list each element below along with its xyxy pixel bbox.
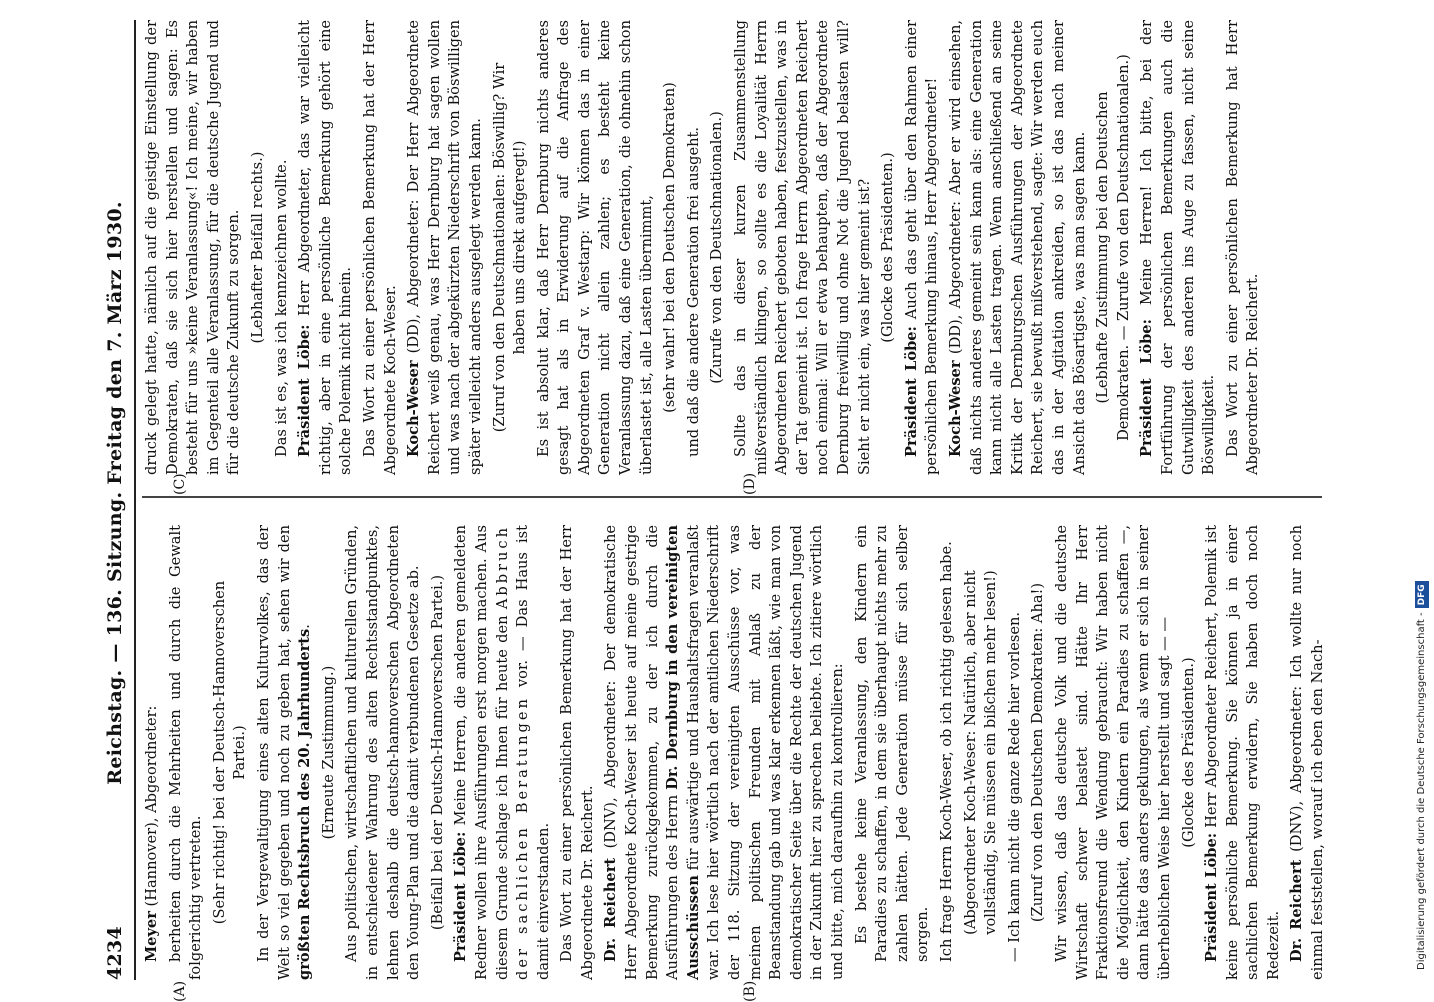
paragraph-text-end: . (296, 624, 314, 629)
paragraph-text: Ich frage Herrn Koch-Weser, ob ich richtig gelesen habe. (937, 541, 955, 962)
quotation (852, 525, 934, 980)
left-column (142, 524, 1327, 980)
paragraph-text-end: für auswärtige und Haushaltsfragen veranlaßt war. Ich lese hier wörtlich nach der amtlichen Niederschrift der 118. Sitzung der vereinigten Ausschüsse vor, was meinen politischen Freunden mit Anlaß zu der Beanstandung gab und was klar erkennen läßt, wie man von demokratischer Seite über die Rechte der deutschen Jugend in der Zukunft hier zu sprechen beliebte. Ich zitiere wörtlich und bitte, mich daraufhin zu kontrollieren: (684, 525, 846, 980)
interjection (707, 20, 728, 475)
interjection-text: (Glocke des Präsidenten.) (879, 152, 897, 343)
paragraph-text: Meine Herren! Ich bitte, bei der Fortführung der persönlichen Bemerkungen auch die Gutwilligkeit des anderen ins Auge zu fassen, nicht seine Böswilligkeit. (1138, 20, 1218, 475)
quotation-text: Es bestehe keine Veranlassung, den Kindern ein Paradies zu schaffen, in dem sie überhaupt nichts mehr zu zahlen hätten. Jede Generation müsse für sich selber sorgen. (852, 525, 932, 962)
paragraph-text: Herr Abgeordneter, das war vielleicht richtig, aber in eine persönliche Bemerkung gehört eine solche Polemik nicht hinein. (296, 20, 355, 475)
column-separator (142, 497, 1322, 499)
paragraph-text: In der Vergewaltigung eines alten Kulturvolkes, das der Welt so viel gegeben und noch zu geben hat, sehen wir den (254, 525, 293, 980)
paragraph (360, 20, 401, 475)
page-number: 4234 (104, 925, 126, 980)
continued-paragraph (142, 20, 245, 475)
dfg-logo: DFG (1415, 581, 1429, 608)
rotated-page (90, 0, 1390, 1000)
paragraph (1005, 525, 1026, 980)
interjection-text: (Abgeordneter Koch-Weser: Natürlich, aber nicht vollständig, Sie müssen ein bißchen mehr lesen!) (961, 570, 1000, 935)
paragraph-text: Auch das geht über den Rahmen einer persönlichen Bemerkung hinaus, Herr Abgeordneter! (902, 20, 941, 475)
speech-paragraph (142, 525, 163, 980)
speaker-name: Präsident Löbe: (902, 326, 920, 457)
interjection-text: (sehr wahr! bei den Deutschen Demokraten) (661, 82, 679, 413)
paragraph (684, 20, 705, 475)
header-rule (134, 20, 136, 980)
paragraph-text: Meine Herren, die anderen gemeldeten Redner wollen ihre Ausführungen erst morgen machen. Aus diesem Grunde schlage ich Ihnen für heute den (452, 525, 511, 980)
spaced-text: Abbruch der sachlichen Beratungen (493, 525, 532, 980)
running-header (98, 20, 132, 980)
paragraph (534, 20, 658, 475)
paragraph-text: Das Wort zu einer persönlichen Bemerkung hat der Herr Abgeordnete Dr. Reichert. (558, 525, 596, 980)
speaker-name: Meyer (143, 911, 160, 962)
speech-paragraph (1287, 525, 1328, 980)
paragraph-text: Aus politischen, wirtschaftlichen und kulturellen Gründen, in entschiedener Wahrung des alten Rechtsstandpunktes, lehnen deshalb die deutsch-hannoverschen Abgeordneten den Young-Plan und die damit verbundenen Gesetze ab. (343, 525, 423, 980)
interjection (210, 525, 251, 980)
paragraph (254, 525, 316, 980)
paragraph-text: Das ist es, was ich kennzeichnen wollte. (272, 159, 290, 457)
page-title: Reichstag. — 136. Sitzung. Freitag den 7. März 1930. (104, 201, 126, 785)
paragraph-text: druck gelegt hatte, nämlich auf die geistige Einstellung der Demokraten, daß sie sich hier herstellen und sagen: Es besteht für uns »keine Veranlassung«! Ich meine, wir haben im Gegenteil alle Veranlassung, für die deutsche Jugend und für die deutsche Zukunft zu sorgen. (143, 20, 243, 475)
interjection-text: (Erneute Zustimmung.) (319, 665, 337, 840)
paragraph-text: berheiten durch die Mehrheiten und durch die Gewalt folgerichtig vertreten. (166, 525, 205, 980)
paragraph-text: Herr Abgeordneter Reichert, Polemik ist keine persönliche Bemerkung. Sie können ja in einer sachlichen Bemerkung erwidern, Sie haben doch noch Redezeit. (1203, 524, 1282, 980)
paragraph-text: Das Wort zu einer persönlichen Bemerkung hat der Herr Abgeordnete Koch-Weser. (360, 20, 399, 475)
paragraph (1223, 20, 1264, 475)
margin-mark-a: (A) (172, 980, 188, 1002)
paragraph (1052, 525, 1176, 980)
speech-paragraph (1137, 20, 1219, 475)
paragraph-text: — Ich kann nicht die ganze Rede hier vorlesen. (1005, 611, 1023, 962)
paragraph-text: (DD), Abgeordneter: Aber er wird einsehen, daß nichts anderes gemeint sein kann als: eine Generation kann nicht alle Lasten tragen. Wenn anschließend an seine Kritik der Dernburgschen Ausführungen der Abgeordnete Reichert, sie bewußt mißverstehend, sagte: Wir werden euch das in der Agitation ankreiden, so ist das nach meiner Ansicht das Bösartigste, was man sagen kann. (946, 20, 1088, 475)
paragraph (166, 525, 207, 980)
margin-mark-b: (B) (742, 980, 758, 1002)
paragraph-text: Das Wort zu einer persönlichen Bemerkung hat Herr Abgeordneter Dr. Reichert. (1223, 20, 1262, 475)
speaker-name: Präsident Löbe: (1138, 319, 1156, 457)
speech-paragraph (1202, 525, 1284, 980)
paragraph-text: (DNV), Abgeordneter: Der demokratische Herr Abgeordnete Koch-Weser ist heute auf meine gestrige Bemerkung zurückgekommen, zu der ich durch die Ausführungen des Herrn (602, 525, 682, 980)
paragraph-text-end: vor. — Das Haus ist damit einverstanden. (514, 524, 552, 980)
paragraph (731, 20, 875, 475)
interjection-text: (Zuruf von den Deutschnationalen: Böswillig? Wir haben uns direkt aufgeregt!) (490, 62, 529, 433)
right-column (142, 20, 1322, 475)
interjection (1179, 525, 1200, 980)
margin-mark-c: (C) (172, 473, 188, 495)
paragraph (272, 20, 293, 475)
interjection (1093, 20, 1134, 475)
paragraph-text: (Hannover), Abgeordneter: (143, 705, 160, 912)
interjection-text: (Zuruf von den Deutschen Demokraten: Aha!) (1029, 582, 1047, 923)
paragraph (342, 525, 424, 980)
interjection-text: (Sehr richtig! bei der Deutsch-Hannoverschen Partei.) (210, 580, 249, 925)
emphasized-text: größten Rechtsbruch des 20. Jahrhunderts (296, 628, 314, 980)
interjection-text: (Lebhafter Beifall rechts.) (248, 151, 266, 344)
paragraph-text: und daß die andere Generation frei ausgeht. (684, 127, 702, 457)
paragraph (557, 525, 598, 980)
speaker-name: Präsident Löbe: (296, 324, 314, 457)
digitization-credit (1412, 30, 1432, 970)
emphasized-text: Dr. Dernburg in den vereinigten Ausschüssen (664, 525, 702, 980)
interjection (319, 525, 340, 980)
document-page (90, 0, 1390, 1000)
interjection-text: (Zurufe von den Deutschnationalen.) (708, 111, 726, 384)
speech-paragraph (295, 20, 357, 475)
paragraph (937, 525, 958, 980)
interjection (878, 20, 899, 475)
speaker-name: Dr. Reichert (602, 857, 620, 962)
paragraph-text: (DNV), Abgeordneter: Ich wollte nur noch einmal feststellen, worauf ich eben den Nach- (1288, 525, 1327, 980)
speaker-name: Koch-Weser (946, 360, 964, 457)
speech-paragraph (902, 20, 943, 475)
interjection-text: (Lebhafte Zustimmung bei den Deutschen Demokraten. — Zurufe von den Deutschnationalen.) (1094, 54, 1132, 441)
paragraph-text: Es ist absolut klar, daß Herr Dernburg nichts anderes gesagt hat als in Erwiderung auf die Anfrage des Abgeordneten Graf v. Westarp: Wir können das in einer Generation nicht allein zahlen; es besteht keine Veranlassung dazu, daß eine Generation, die ohnehin schon überlastet ist, alle Lasten übernimmt, (534, 20, 655, 475)
margin-mark-d: (D) (742, 472, 758, 495)
speaker-name: Koch-Weser (405, 360, 423, 457)
protocol-sheet (98, 20, 1338, 1002)
interjection (428, 525, 449, 980)
speaker-name: Dr. Reichert (1288, 859, 1306, 962)
paragraph-text: Sollte das in dieser kurzen Zusammenstellung mißverständlich klingen, so sollte es die Loyalität Herrn Abgeordneten Reichert geboten haben, festzustellen, was in der Tat gemeint ist. Ich frage Herrn Abgeordneten Reichert noch einmal: Will er etwa behaupten, daß der Abgeordnete Dernburg freiwillig und ohne Not die Jugend belasten will? Sieht er nicht ein, was hier gemeint ist? (732, 20, 873, 475)
interjection-text: (Glocke des Präsidenten.) (1179, 657, 1197, 848)
speech-paragraph (946, 20, 1090, 475)
speech-paragraph (451, 525, 554, 980)
interjection-text: (Beifall bei der Deutsch-Hannoverschen Partei.) (428, 574, 446, 931)
interjection (1028, 525, 1049, 980)
credit-text: Digitalisierung gefördert durch die Deutsche Forschungsgemeinschaft - (1416, 612, 1427, 970)
interjection (490, 20, 531, 475)
speaker-name: Präsident Löbe: (1203, 832, 1221, 962)
interjection (660, 20, 681, 475)
speech-paragraph (404, 20, 486, 475)
interjection (248, 20, 269, 475)
paragraph-text: Wir wissen, daß das deutsche Volk und die deutsche Wirtschaft schwer belastet sind. Hätte Ihr Herr Fraktionsfreund die Wendung gebraucht: Wir haben nicht die Möglichkeit, den Kindern ein Paradies zu schaffen —, dann hätte das anders geklungen, als wenn er sich in seiner überheblichen Weise hier herstellt und sagt — — (1052, 525, 1173, 980)
speech-paragraph (601, 525, 848, 980)
speaker-name: Präsident Löbe: (452, 831, 470, 962)
interjection (961, 525, 1002, 980)
text-columns (142, 20, 1327, 1002)
paragraph-text: (DD), Abgeordneter: Der Herr Abgeordnete Reichert weiß genau, was Herr Dernburg hat sagen wollen und was nach der abgekürzten Niederschrift von Böswilligen später vielleicht anders ausgelegt werden kann. (405, 20, 484, 475)
